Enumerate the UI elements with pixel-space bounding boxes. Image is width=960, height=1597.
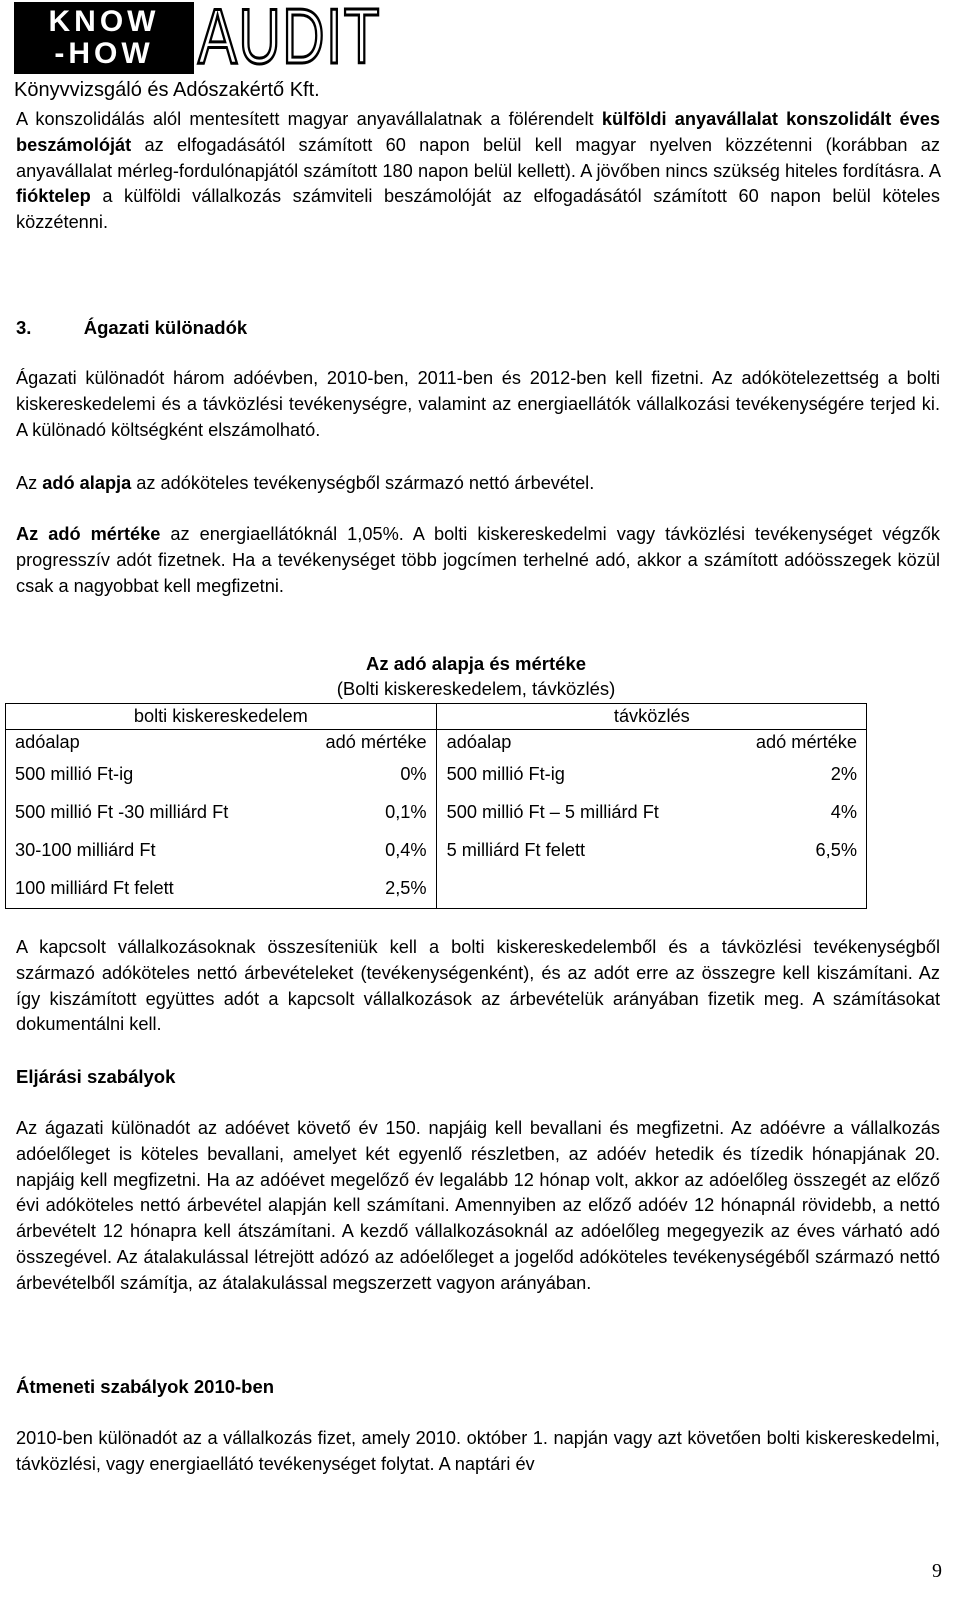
table-cell: 0%	[400, 764, 427, 784]
paragraph-consolidation	[16, 107, 940, 236]
text-span: A konszolidálás alól mentesített magyar anyavállalatnak a fölérendelt	[16, 109, 602, 129]
column-header: adóalap	[446, 732, 512, 752]
bold-span: fióktelep	[16, 186, 91, 207]
text-span: az energiaellátóknál 1,05%. A bolti kiskereskedelmi vagy távközlési tevékenységet végzők progresszív adót fizetnek. Ha a tevékenységet több jogcímen terhelné adó, akkor a számított adóösszegek közül csak a nagyobbat kell megfizetni.	[16, 524, 940, 596]
company-logo	[14, 2, 454, 102]
table-cell: 6,5%	[815, 840, 857, 860]
logo-audit-text: AUDIT	[198, 0, 381, 80]
column-header: adóalap	[15, 732, 80, 752]
text-span: a külföldi vállalkozás számviteli beszámolóját az elfogadásától számított 60 napon belül köteles közzétenni.	[16, 186, 940, 233]
paragraph-related-companies: A kapcsolt vállalkozásoknak összesíteniük kell a bolti kiskereskedelemből és a távközlési tevékenységből származó adóköteles nettó árbevételeket (tevékenységenként), és az adót erre az összegre kell kiszámítani. Az így kiszámított együttes adót a kapcsolt vállalkozások az árbevételük arányában fizetik meg. A számításokat dokumentálni kell.	[16, 937, 940, 1035]
section-number: 3.	[16, 317, 32, 338]
logo-know-how-box	[14, 2, 194, 74]
text-span: az adóköteles tevékenységből származó nettó árbevétel.	[131, 473, 595, 493]
column-header: adó mértéke	[325, 732, 427, 752]
table-cell: 2%	[830, 764, 857, 784]
company-name: Könyvvizsgáló és Adószakértő Kft.	[14, 79, 320, 101]
table-cell: 500 millió Ft-ig	[15, 764, 134, 784]
section-title: Ágazati különadók	[83, 317, 248, 338]
table-cell: 4%	[830, 802, 857, 822]
table-cell	[437, 869, 720, 907]
table-cell: 2,5%	[385, 878, 427, 898]
table-cell	[719, 869, 867, 907]
section-heading	[16, 316, 247, 340]
table-divider	[436, 703, 437, 909]
text-span: Az	[16, 473, 43, 493]
table-title: Az adó alapja és mértéke	[365, 653, 587, 674]
table-cell: 5 milliárd Ft felett	[446, 840, 586, 860]
table-cell: 0,1%	[385, 802, 427, 822]
text-span: az elfogadásától számított 60 napon belül kell magyar nyelven közzétenni (korábban az anyavállalat mérleg-fordulónapjától számított 180 napon belül kellett). A jövőben nincs szükség hiteles fordításra. A	[16, 134, 940, 181]
group-header-telecom: távközlés	[613, 706, 690, 726]
paragraph-transitional-rules: 2010-ben különadót az a vállalkozás fizet, amely 2010. október 1. napján vagy azt követően bolti kiskereskedelmi, távközlési, vagy energiaellátó tevékenységet folytat. A naptári év	[16, 1428, 940, 1474]
bold-span: adó alapja	[42, 473, 132, 493]
heading-procedural-rules: Eljárási szabályok	[16, 1066, 176, 1087]
page-number: 9	[932, 1560, 942, 1582]
paragraph-procedural-rules: Az ágazati különadót az adóévet követő év 150. napjáig kell bevallani és megfizetni. Az adóévre a vállalkozás adóelőleget is köteles bevallani, amelyet két egyenlő részletben, az adóév hetedik és tízedik hónapjának 20. napjáig kell megfizetni. Ha az adóévet megelőző év legalább 12 hónap volt, akkor az adóelőleg összegét az előző évi adóköteles nettó árbevétel alapján kell számítani. Amennyiben az előző adóév 12 hónapnál rövidebb, a nettó árbevételt 12 hónapra kell átszámítani. A kezdő vállalkozásoknál az adóelőleg megegyezik az éves várható adó összegével. Az átalakulással létrejött adózó az adóelőleget a jogelőd adóköteles tevékenységéből származó nettó árbevételből számítja, az átalakulással megszerzett vagyon arányában.	[16, 1118, 940, 1293]
logo-line-1: KNOW	[48, 5, 160, 38]
heading-transitional-rules: Átmeneti szabályok 2010-ben	[16, 1376, 275, 1397]
logo-line-2: -HOW	[54, 37, 154, 70]
table-cell: 30-100 milliárd Ft	[15, 840, 156, 860]
bold-span: Az adó mértéke	[16, 524, 161, 544]
table-cell: 500 millió Ft -30 milliárd Ft	[15, 802, 229, 822]
bold-span: külföldi anyavállalat konszolidált éves beszámolóját	[16, 109, 940, 155]
paragraph-sector-tax: Ágazati különadót három adóévben, 2010-ben, 2011-ben és 2012-ben kell fizetni. Az adókötelezettség a bolti kiskereskedelemi és a távközlési tevékenységre, valamint az energiaellátók vállalkozási tevékenységére terjed ki. A különadó költségként elszámolható.	[16, 368, 940, 440]
table-cell: 0,4%	[385, 840, 427, 860]
table-cell: 500 millió Ft-ig	[446, 764, 565, 784]
paragraph-tax-base	[16, 471, 940, 497]
table-subtitle: (Bolti kiskereskedelem, távközlés)	[336, 678, 616, 699]
column-header: adó mértéke	[755, 732, 857, 752]
table-cell: 100 milliárd Ft felett	[15, 878, 174, 898]
table-header-rule	[5, 729, 867, 730]
table-cell: 500 millió Ft – 5 milliárd Ft	[446, 802, 659, 822]
paragraph-tax-rate	[16, 522, 940, 599]
group-header-retail: bolti kiskereskedelem	[133, 706, 308, 726]
